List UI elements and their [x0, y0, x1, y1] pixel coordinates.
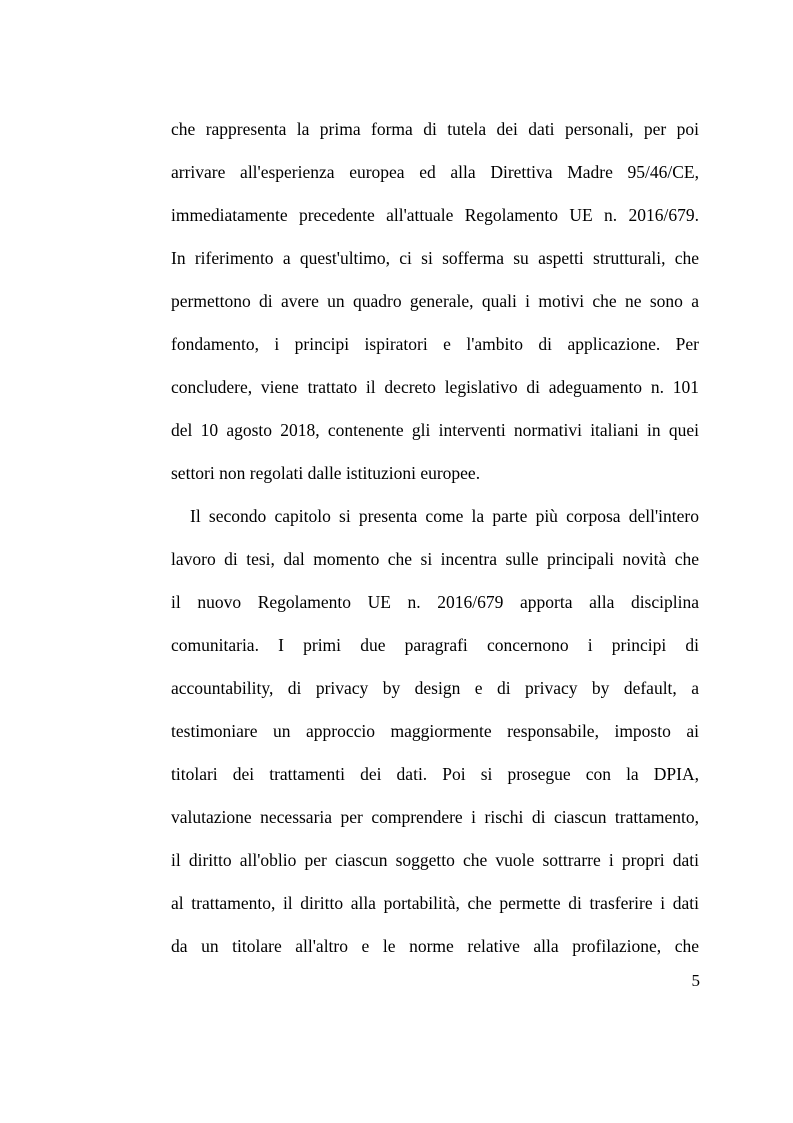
text-line: concludere, viene trattato il decreto legislativo di adeguamento n. 101 [171, 377, 699, 397]
text-line: il diritto all'oblio per ciascun soggetto che vuole sottrarre i propri dati [171, 850, 699, 870]
text-line: In riferimento a quest'ultimo, ci si sofferma su aspetti strutturali, che [171, 248, 699, 268]
text-line: valutazione necessaria per comprendere i rischi di ciascun trattamento, [171, 807, 699, 827]
page-number: 5 [691, 971, 700, 990]
text-line: lavoro di tesi, dal momento che si incentra sulle principali novità che [171, 549, 699, 569]
text-line: fondamento, i principi ispiratori e l'ambito di applicazione. Per [171, 334, 699, 354]
text-line: settori non regolati dalle istituzioni europee. [171, 463, 481, 483]
paragraph-1 [171, 108, 699, 495]
text-line: permettono di avere un quadro generale, quali i motivi che ne sono a [171, 291, 699, 311]
paragraph-2 [171, 495, 699, 968]
text-line: che rappresenta la prima forma di tutela dei dati personali, per poi [171, 119, 699, 139]
text-line: del 10 agosto 2018, contenente gli interventi normativi italiani in quei [171, 420, 699, 440]
text-line: il nuovo Regolamento UE n. 2016/679 apporta alla disciplina [171, 592, 699, 612]
text-line: Il secondo capitolo si presenta come la parte più corposa dell'intero [190, 506, 699, 526]
text-line: da un titolare all'altro e le norme relative alla profilazione, che [171, 936, 699, 956]
text-line: immediatamente precedente all'attuale Regolamento UE n. 2016/679. [171, 205, 699, 225]
text-line: arrivare all'esperienza europea ed alla Direttiva Madre 95/46/CE, [171, 162, 699, 182]
text-line: titolari dei trattamenti dei dati. Poi si prosegue con la DPIA, [171, 764, 699, 784]
text-line: testimoniare un approccio maggiormente responsabile, imposto ai [171, 721, 699, 741]
text-line: accountability, di privacy by design e di privacy by default, a [171, 678, 699, 698]
text-line: comunitaria. I primi due paragrafi concernono i principi di [171, 635, 699, 655]
text-line: al trattamento, il diritto alla portabilità, che permette di trasferire i dati [171, 893, 699, 913]
body-text [171, 108, 699, 968]
